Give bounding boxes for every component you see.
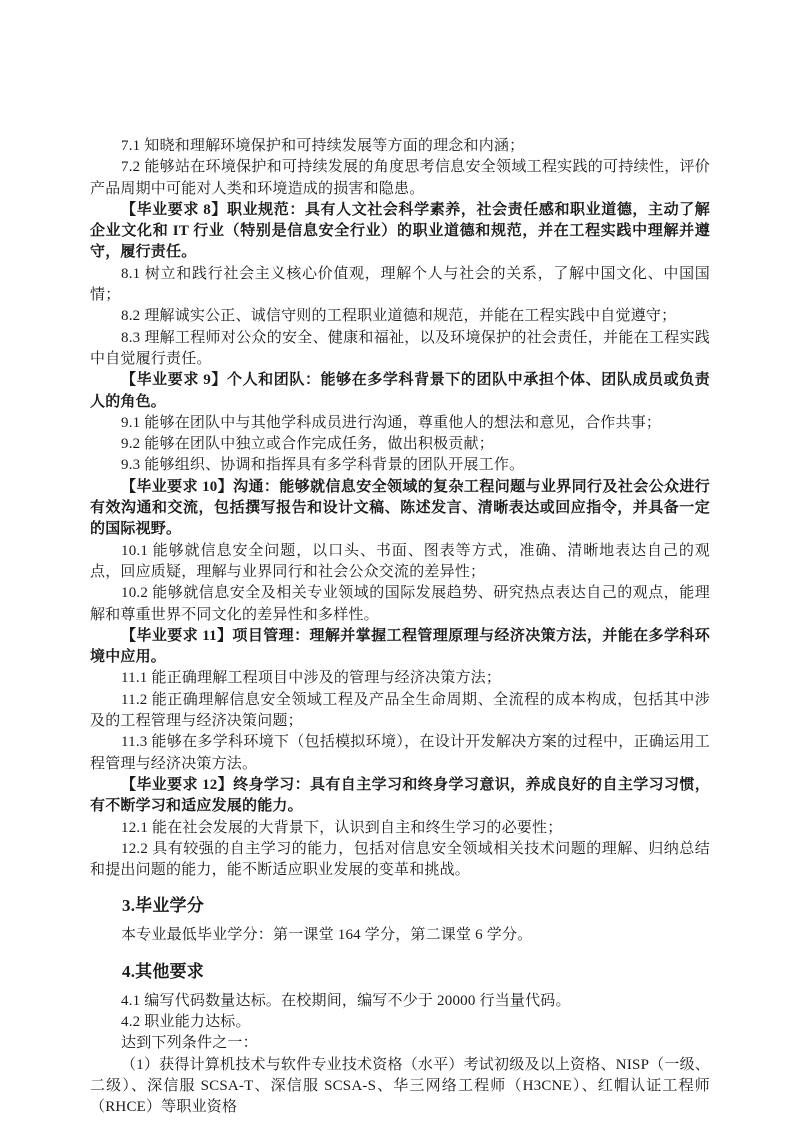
body-paragraph: （1）获得计算机技术与软件专业技术资格（水平）考试初级及以上资格、NISP（一级、二级）、深信服 SCSA-T、深信服 SCSA-S、华三网络工程师（H3CNE）、红帽认证工程师（RHCE）等职业资格 — [90, 1056, 710, 1116]
body-paragraph: 12.2 具有较强的自主学习的能力，包括对信息安全领域相关技术问题的理解、归纳总结和提出问题的能力，能不断适应职业发展的变革和挑战。 — [90, 840, 710, 879]
body-paragraph: 达到下列条件之一： — [121, 1035, 258, 1052]
requirement-bold-paragraph: 【毕业要求 12】终身学习：具有自主学习和终身学习意识，养成良好的自主学习习惯，有不断学习和适应发展的能力。 — [90, 776, 710, 815]
requirement-bold-paragraph: 【毕业要求 10】沟通：能够就信息安全领域的复杂工程问题与业界同行及社会公众进行有效沟通和交流，包括撰写报告和设计文稿、陈述发言、清晰表达或回应指令，并具备一定的国际视野。 — [90, 478, 710, 538]
requirement-bold-paragraph: 【毕业要求 9】个人和团队：能够在多学科背景下的团队中承担个体、团队成员或负责人的角色。 — [90, 372, 710, 410]
body-paragraph: 7.2 能够站在环境保护和可持续发展的角度思考信息安全领域工程实践的可持续性，评价产品周期中可能对人类和环境造成的损害和隐患。 — [90, 159, 710, 197]
body-paragraph: 8.3 理解工程师对公众的安全、健康和福祉，以及环境保护的社会责任，并能在工程实践中自觉履行责任。 — [90, 329, 710, 367]
body-paragraph: 8.2 理解诚实公正、诚信守则的工程职业道德和规范，并能在工程实践中自觉遵守； — [121, 308, 677, 325]
body-paragraph: 9.2 能够在团队中独立或合作完成任务，做出积极贡献； — [121, 436, 494, 453]
body-paragraph: 9.3 能够组织、协调和指挥具有多学科背景的团队开展工作。 — [121, 457, 525, 474]
requirement-bold-paragraph: 【毕业要求 11】项目管理：理解并掌握工程管理原理与经济决策方法，并能在多学科环境中应用。 — [90, 627, 710, 666]
body-paragraph: 本专业最低毕业学分：第一课堂 164 学分，第二课堂 6 学分。 — [121, 927, 533, 944]
section-heading: 4.其他要求 — [122, 961, 204, 981]
requirement-bold-paragraph: 【毕业要求 8】职业规范：具有人文社会科学素养，社会责任感和职业道德，主动了解企业文化和 IT 行业（特别是信息安全行业）的职业道德和规范，并在工程实践中理解并遵守，履行责任。 — [90, 201, 710, 261]
document-text-block — [90, 136, 710, 1118]
body-paragraph: 11.3 能够在多学科环境下（包括模拟环境），在设计开发解决方案的过程中，正确运用工程管理与经济决策方法。 — [90, 734, 710, 772]
body-paragraph: 4.1 编写代码数量达标。在校期间，编写不少于 20000 行当量代码。 — [121, 992, 571, 1009]
body-paragraph: 12.1 能在社会发展的大背景下，认识到自主和终生学习的必要性； — [121, 819, 563, 836]
body-paragraph: 8.1 树立和践行社会主义核心价值观，理解个人与社会的关系，了解中国文化、中国国情； — [90, 265, 710, 304]
body-paragraph: 10.2 能够就信息安全及相关专业领域的国际发展趋势、研究热点表达自己的观点，能理解和尊重世界不同文化的差异性和多样性。 — [90, 585, 710, 623]
body-paragraph: 11.2 能正确理解信息安全领域工程及产品全生命周期、全流程的成本构成，包括其中涉及的工程管理与经济决策问题； — [90, 691, 710, 730]
body-paragraph: 4.2 职业能力达标。 — [121, 1013, 251, 1030]
section-heading: 3.毕业学分 — [122, 896, 204, 916]
body-paragraph: 10.1 能够就信息安全问题，以口头、书面、图表等方式，准确、清晰地表达自己的观点，回应质疑，理解与业界同行和社会公众交流的差异性； — [90, 542, 710, 580]
body-paragraph: 9.1 能够在团队中与其他学科成员进行沟通，尊重他人的想法和意见，合作共事； — [121, 414, 662, 431]
body-paragraph: 7.1 知晓和理解环境保护和可持续发展等方面的理念和内涵； — [121, 138, 525, 154]
body-paragraph: 11.1 能正确理解工程项目中涉及的管理与经济决策方法； — [121, 670, 502, 687]
